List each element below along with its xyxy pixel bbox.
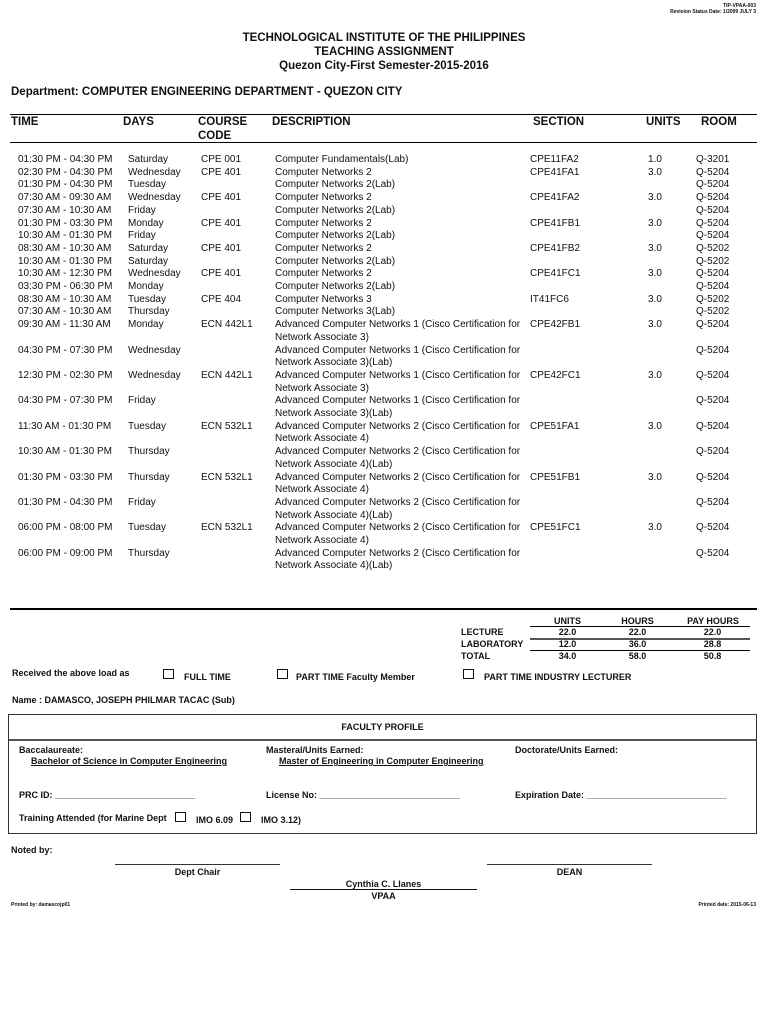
days-cell: Tuesday [128, 179, 166, 191]
room-cell: Q-5204 [696, 192, 730, 204]
days-cell: Wednesday [128, 369, 181, 381]
days-cell: Thursday [128, 446, 170, 458]
summary-label-lecture: LECTURE [461, 627, 504, 637]
room-cell: Q-5204 [696, 420, 730, 432]
room-cell: Q-5204 [696, 547, 730, 559]
time-cell: 12:30 PM - 02:30 PM [18, 369, 113, 381]
part-time-label: PART TIME Faculty Member [296, 672, 415, 682]
days-cell: Wednesday [128, 166, 181, 178]
room-cell: Q-3201 [696, 154, 730, 165]
days-cell: Friday [128, 496, 156, 508]
units-cell: 3.0 [648, 217, 662, 229]
course-code-cell: ECN 532L1 [201, 471, 253, 483]
description-cell: Advanced Computer Networks 2 (Cisco Certification for Network Associate 4) [275, 420, 521, 445]
units-cell: 3.0 [648, 420, 662, 432]
vpaa-label: VPAA [371, 891, 396, 901]
course-code-cell: ECN 532L1 [201, 420, 253, 432]
room-cell: Q-5204 [696, 522, 730, 534]
time-cell: 08:30 AM - 10:30 AM [18, 293, 112, 305]
description-cell: Computer Networks 3 [275, 293, 372, 305]
col-description: DESCRIPTION [272, 116, 351, 128]
section-cell: CPE41FC1 [530, 268, 581, 280]
days-cell: Thursday [128, 306, 170, 318]
vpaa-name: Cynthia C. Llanes [345, 879, 422, 889]
course-code-cell: CPE 401 [201, 192, 242, 204]
section-cell: CPE41FB1 [530, 217, 581, 229]
time-cell: 10:30 AM - 01:30 PM [18, 230, 112, 242]
days-cell: Saturday [128, 242, 169, 254]
col-course-code-line1: COURSE [198, 116, 248, 128]
summary-lab-pay: 28.8 [703, 639, 722, 649]
time-cell: 09:30 AM - 11:30 AM [18, 319, 111, 331]
full-time-checkbox[interactable] [163, 669, 174, 679]
time-cell: 07:30 AM - 09:30 AM [18, 192, 112, 204]
summary-label-laboratory: LABORATORY [461, 639, 524, 649]
description-cell: Advanced Computer Networks 2 (Cisco Certification for Network Associate 4)(Lab) [275, 446, 521, 470]
room-cell: Q-5202 [696, 306, 730, 318]
part-time-industry-checkbox[interactable] [463, 669, 474, 679]
col-time: TIME [11, 116, 39, 128]
time-cell: 08:30 AM - 10:30 AM [18, 242, 112, 254]
course-code-cell: CPE 401 [201, 268, 242, 280]
summary-lecture-hours: 22.0 [628, 627, 647, 637]
room-cell: Q-5204 [696, 230, 730, 242]
course-code-cell: CPE 401 [201, 217, 242, 229]
section-cell: CPE41FB2 [530, 242, 581, 254]
doctorate-label: Doctorate/Units Earned: [515, 745, 619, 755]
summary-label-total: TOTAL [461, 651, 491, 661]
summary-header-units: UNITS [554, 616, 581, 626]
units-cell: 3.0 [648, 192, 662, 204]
revision-status-text: Revision Status Date: 1/2009 JULY 3 [670, 9, 756, 15]
section-cell: IT41FC6 [530, 293, 569, 305]
room-cell: Q-5204 [696, 217, 730, 229]
table-bottom-rule [10, 608, 757, 610]
summary-lab-hours: 36.0 [628, 639, 647, 649]
description-cell: Computer Networks 2(Lab) [275, 179, 396, 191]
units-cell: 1.0 [648, 154, 662, 165]
description-cell: Advanced Computer Networks 2 (Cisco Certification for Network Associate 4)(Lab) [275, 547, 521, 572]
dept-chair-signature-line [115, 864, 280, 865]
time-cell: 01:30 PM - 03:30 PM [18, 471, 113, 483]
term-title: Quezon City-First Semester-2015-2016 [279, 60, 489, 72]
summary-total-hours: 58.0 [628, 651, 647, 661]
time-cell: 01:30 PM - 03:30 PM [18, 217, 113, 229]
license-no-field[interactable]: License No: ____________________________ [266, 790, 460, 800]
room-cell: Q-5204 [696, 204, 730, 216]
doc-code-text: TIP-VPAA-003 [723, 3, 756, 9]
time-cell: 01:30 PM - 04:30 PM [18, 154, 113, 165]
days-cell: Saturday [128, 255, 169, 267]
time-cell: 06:00 PM - 08:00 PM [18, 522, 113, 534]
room-cell: Q-5204 [696, 446, 730, 458]
summary-lecture-units: 22.0 [558, 627, 577, 637]
time-cell: 01:30 PM - 04:30 PM [18, 496, 113, 508]
dean-label: DEAN [556, 867, 583, 877]
days-cell: Friday [128, 230, 156, 242]
prc-id-field[interactable]: PRC ID: ____________________________ [19, 790, 196, 800]
room-cell: Q-5204 [696, 268, 730, 280]
time-cell: 01:30 PM - 04:30 PM [18, 179, 113, 191]
section-cell: CPE42FC1 [530, 369, 581, 381]
time-cell: 02:30 PM - 04:30 PM [18, 166, 113, 178]
room-cell: Q-5204 [696, 319, 730, 331]
days-cell: Wednesday [128, 268, 181, 280]
section-cell: CPE42FB1 [530, 319, 581, 331]
room-cell: Q-5202 [696, 242, 730, 254]
section-cell: CPE41FA1 [530, 166, 580, 178]
course-code-cell: ECN 532L1 [201, 522, 253, 534]
col-room: ROOM [701, 116, 737, 128]
course-code-cell: CPE 401 [201, 166, 242, 178]
description-cell: Computer Networks 2 [275, 192, 372, 204]
description-cell: Advanced Computer Networks 2 (Cisco Certification for Network Associate 4)(Lab) [275, 496, 521, 521]
description-cell: Computer Networks 2(Lab) [275, 204, 396, 216]
summary-header-pay-hours: PAY HOURS [687, 616, 739, 626]
units-cell: 3.0 [648, 242, 662, 254]
col-units: UNITS [646, 116, 681, 128]
expiration-date-field[interactable]: Expiration Date: ____________________________ [515, 790, 727, 800]
description-cell: Computer Networks 3(Lab) [275, 306, 396, 318]
days-cell: Tuesday [128, 420, 166, 432]
printed-by: Printed by: damascojp01 [11, 902, 71, 908]
imo-312-checkbox[interactable] [240, 812, 251, 822]
days-cell: Wednesday [128, 192, 181, 204]
baccalaureate-value: Bachelor of Science in Computer Engineering [31, 756, 228, 766]
description-cell: Advanced Computer Networks 1 (Cisco Certification for Network Associate 3)(Lab) [275, 395, 521, 419]
training-label: Training Attended (for Marine Dept [19, 813, 167, 823]
department-label: Department: COMPUTER ENGINEERING DEPARTMENT - QUEZON CITY [11, 86, 403, 98]
masteral-value: Master of Engineering in Computer Engineering [279, 756, 484, 766]
time-cell: 04:30 PM - 07:30 PM [18, 344, 113, 356]
received-load-label: Received the above load as [12, 668, 130, 678]
description-cell: Computer Networks 2(Lab) [275, 255, 396, 267]
faculty-profile-box [8, 714, 757, 834]
section-cell: CPE51FA1 [530, 420, 580, 432]
section-cell: CPE51FC1 [530, 522, 581, 534]
summary-lecture-pay: 22.0 [703, 627, 722, 637]
description-cell: Advanced Computer Networks 2 (Cisco Certification for Network Associate 4) [275, 522, 521, 546]
description-cell: Computer Networks 2 [275, 268, 372, 280]
imo-609-label: IMO 6.09 [196, 815, 234, 825]
room-cell: Q-5204 [696, 369, 730, 381]
imo-609-checkbox[interactable] [175, 812, 186, 822]
units-cell: 3.0 [648, 471, 662, 483]
profile-divider [9, 739, 756, 741]
days-cell: Tuesday [128, 522, 166, 534]
description-cell: Computer Networks 2 [275, 242, 372, 254]
faculty-name: Name : DAMASCO, JOSEPH PHILMAR TACAC (Sub) [12, 695, 235, 705]
course-code-cell: ECN 442L1 [201, 369, 253, 381]
summary-total-units: 34.0 [558, 651, 577, 661]
course-code-cell: CPE 401 [201, 242, 242, 254]
institution-title: TECHNOLOGICAL INSTITUTE OF THE PHILIPPINES [242, 32, 526, 44]
room-cell: Q-5204 [696, 179, 730, 191]
units-cell: 3.0 [648, 268, 662, 280]
table-header-rule [10, 142, 757, 143]
days-cell: Tuesday [128, 293, 166, 305]
summary-header-hours: HOURS [621, 616, 654, 626]
time-cell: 07:30 AM - 10:30 AM [18, 306, 112, 318]
description-cell: Advanced Computer Networks 2 (Cisco Certification for Network Associate 4) [275, 471, 521, 496]
section-cell: CPE51FB1 [530, 471, 581, 483]
summary-lab-units: 12.0 [558, 639, 577, 649]
room-cell: Q-5204 [696, 395, 730, 407]
days-cell: Friday [128, 204, 156, 216]
description-cell: Advanced Computer Networks 1 (Cisco Certification for Network Associate 3) [275, 319, 521, 343]
units-cell: 3.0 [648, 369, 662, 381]
noted-by-label: Noted by: [11, 845, 53, 855]
course-code-cell: CPE 404 [201, 293, 242, 305]
room-cell: Q-5202 [696, 255, 730, 267]
room-cell: Q-5204 [696, 281, 730, 292]
days-cell: Saturday [128, 154, 169, 165]
summary-total-pay: 50.8 [703, 651, 722, 661]
masteral-label: Masteral/Units Earned: [266, 745, 364, 755]
document-code [670, 3, 756, 15]
description-cell: Computer Networks 2(Lab) [275, 281, 396, 292]
time-cell: 06:00 PM - 09:00 PM [18, 547, 113, 559]
imo-312-label: IMO 3.12) [261, 815, 302, 825]
days-cell: Thursday [128, 547, 170, 559]
printed-date: Printed date: 2015-06-13 [698, 902, 756, 908]
description-cell: Computer Networks 2 [275, 217, 372, 229]
description-cell: Advanced Computer Networks 1 (Cisco Certification for Network Associate 3) [275, 369, 521, 394]
time-cell: 04:30 PM - 07:30 PM [18, 395, 113, 407]
room-cell: Q-5202 [696, 293, 730, 305]
days-cell: Monday [128, 217, 164, 229]
time-cell: 10:30 AM - 01:30 PM [18, 255, 112, 267]
time-cell: 11:30 AM - 01:30 PM [18, 420, 112, 432]
days-cell: Friday [128, 395, 156, 407]
section-cell: CPE41FA2 [530, 192, 580, 204]
baccalaureate-label: Baccalaureate: [19, 745, 84, 755]
room-cell: Q-5204 [696, 166, 730, 178]
days-cell: Monday [128, 319, 164, 331]
course-code-cell: CPE 001 [201, 154, 242, 165]
full-time-label: FULL TIME [184, 672, 231, 682]
vpaa-signature-line [290, 889, 477, 890]
description-cell: Computer Networks 2 [275, 166, 372, 178]
room-cell: Q-5204 [696, 471, 730, 483]
units-cell: 3.0 [648, 166, 662, 178]
time-cell: 10:30 AM - 01:30 PM [18, 446, 112, 458]
time-cell: 07:30 AM - 10:30 AM [18, 204, 112, 216]
room-cell: Q-5204 [696, 344, 730, 356]
room-cell: Q-5204 [696, 496, 730, 508]
units-cell: 3.0 [648, 319, 662, 331]
description-cell: Advanced Computer Networks 1 (Cisco Certification for Network Associate 3)(Lab) [275, 344, 521, 369]
dept-chair-label: Dept Chair [174, 867, 221, 877]
units-cell: 3.0 [648, 293, 662, 305]
part-time-industry-label: PART TIME INDUSTRY LECTURER [484, 672, 632, 682]
col-course-code-line2: CODE [198, 130, 232, 142]
col-section: SECTION [533, 116, 585, 128]
col-course-code [198, 115, 247, 143]
days-cell: Monday [128, 281, 164, 292]
course-code-cell: ECN 442L1 [201, 319, 253, 331]
time-cell: 03:30 PM - 06:30 PM [18, 281, 113, 292]
days-cell: Thursday [128, 471, 170, 483]
description-cell: Computer Networks 2(Lab) [275, 230, 396, 242]
dean-signature-line [487, 864, 652, 865]
description-cell: Computer Fundamentals(Lab) [275, 154, 409, 165]
section-cell: CPE11FA2 [530, 154, 579, 165]
days-cell: Wednesday [128, 344, 181, 356]
col-days: DAYS [123, 116, 154, 128]
document-title: TEACHING ASSIGNMENT [314, 46, 454, 58]
part-time-checkbox[interactable] [277, 669, 288, 679]
time-cell: 10:30 AM - 12:30 PM [18, 268, 112, 280]
units-cell: 3.0 [648, 522, 662, 534]
faculty-profile-title: FACULTY PROFILE [341, 722, 424, 732]
